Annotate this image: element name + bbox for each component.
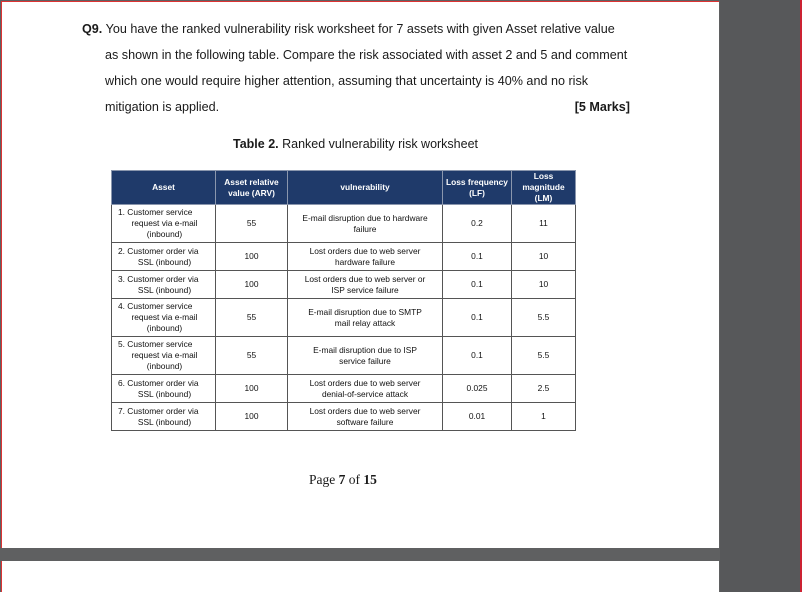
arv-cell: 100: [216, 403, 288, 431]
asset-cell-line: (inbound): [146, 229, 183, 239]
vulnerability-cell: [288, 299, 443, 337]
table-row: [112, 337, 576, 375]
page-number: [309, 472, 377, 488]
loss-magnitude-cell: 11: [512, 205, 576, 243]
page-label: Page: [309, 472, 339, 487]
question-line-3: which one would require higher attention, assuming that uncertainty is 40% and no risk: [105, 74, 589, 88]
vulnerability-cell: [288, 243, 443, 271]
arv-cell: 55: [216, 299, 288, 337]
table-header-row: [112, 171, 576, 205]
question-text-1: You have the ranked vulnerability risk worksheet for 7 assets with given Asset relative value: [105, 22, 615, 36]
asset-cell: [112, 375, 216, 403]
asset-cell-line: SSL (inbound): [137, 416, 192, 427]
asset-cell: [112, 337, 216, 375]
arv-cell: 55: [216, 205, 288, 243]
page-gap: [0, 548, 720, 561]
question-line-2: as shown in the following table. Compare the risk associated with asset 2 and 5 and comment: [105, 48, 628, 62]
header-arv: Asset relative value (ARV): [216, 171, 288, 205]
asset-cell: [112, 299, 216, 337]
asset-cell-line: request via e-mail: [131, 312, 198, 322]
vulnerability-cell-line: Lost orders due to web server or: [304, 273, 426, 284]
table-body: [112, 205, 576, 431]
page-total: 15: [363, 472, 377, 487]
asset-cell-line: 1. Customer service: [118, 207, 193, 217]
table-caption: [233, 137, 478, 151]
vulnerability-cell-line: Lost orders due to web server: [309, 405, 421, 416]
question-text-4: mitigation is applied.: [105, 100, 220, 114]
loss-magnitude-cell: 5.5: [512, 337, 576, 375]
next-page: [1, 561, 719, 592]
asset-cell-line: 6. Customer order via: [118, 377, 199, 388]
table-row: [112, 271, 576, 299]
asset-cell: [112, 403, 216, 431]
loss-frequency-cell: 0.1: [443, 299, 512, 337]
header-asset: Asset: [112, 171, 216, 205]
asset-cell: [112, 271, 216, 299]
question-number: Q9.: [82, 22, 103, 36]
asset-cell-line: (inbound): [146, 361, 183, 371]
loss-frequency-cell: 0.1: [443, 337, 512, 375]
vulnerability-cell-line: denial-of-service attack: [321, 388, 409, 399]
asset-cell-line: 7. Customer order via: [118, 405, 199, 416]
question-block: [82, 16, 630, 120]
header-vulnerability: vulnerability: [288, 171, 443, 205]
table-row: [112, 243, 576, 271]
loss-frequency-cell: 0.1: [443, 243, 512, 271]
loss-frequency-cell: 0.01: [443, 403, 512, 431]
asset-cell-line: (inbound): [146, 323, 183, 333]
loss-magnitude-cell: 2.5: [512, 375, 576, 403]
vulnerability-cell: [288, 271, 443, 299]
asset-cell: [112, 243, 216, 271]
vulnerability-cell-line: software failure: [336, 416, 394, 427]
loss-frequency-cell: 0.1: [443, 271, 512, 299]
asset-cell-line: SSL (inbound): [137, 388, 192, 399]
loss-magnitude-cell: 5.5: [512, 299, 576, 337]
table-row: [112, 299, 576, 337]
asset-cell: [112, 205, 216, 243]
vulnerability-cell: [288, 375, 443, 403]
asset-cell-line: SSL (inbound): [137, 284, 192, 295]
table-row: [112, 205, 576, 243]
vulnerability-cell-line: Lost orders due to web server: [309, 245, 421, 256]
asset-cell-line: SSL (inbound): [137, 256, 192, 267]
arv-cell: 100: [216, 271, 288, 299]
arv-cell: 55: [216, 337, 288, 375]
asset-cell-line: 4. Customer service: [118, 301, 193, 311]
vulnerability-cell-line: ISP service failure: [331, 284, 399, 295]
loss-frequency-cell: 0.2: [443, 205, 512, 243]
header-loss-magnitude: Loss magnitude (LM): [512, 171, 576, 205]
vulnerability-cell: [288, 403, 443, 431]
asset-cell-line: 2. Customer order via: [118, 245, 199, 256]
vulnerability-cell-line: Lost orders due to web server: [309, 377, 421, 388]
vulnerability-cell-line: E-mail disruption due to hardware: [302, 212, 428, 223]
table-row: [112, 403, 576, 431]
page-current: 7: [338, 472, 346, 487]
risk-worksheet-table: [111, 170, 576, 431]
loss-magnitude-cell: 10: [512, 271, 576, 299]
vulnerability-cell-line: service failure: [339, 355, 391, 366]
loss-magnitude-cell: 10: [512, 243, 576, 271]
asset-cell-line: request via e-mail: [131, 218, 198, 228]
document-page: [1, 1, 719, 548]
asset-cell-line: 5. Customer service: [118, 339, 193, 349]
table-row: [112, 375, 576, 403]
question-line-1: [82, 16, 630, 42]
caption-label: Table 2.: [233, 137, 279, 151]
vulnerability-cell-line: failure: [353, 223, 377, 234]
viewer-background: [720, 0, 802, 592]
loss-magnitude-cell: 1: [512, 403, 576, 431]
vulnerability-cell-line: hardware failure: [334, 256, 396, 267]
arv-cell: 100: [216, 375, 288, 403]
arv-cell: 100: [216, 243, 288, 271]
asset-cell-line: request via e-mail: [131, 350, 198, 360]
header-loss-frequency: Loss frequency (LF): [443, 171, 512, 205]
loss-frequency-cell: 0.025: [443, 375, 512, 403]
marks-label: [5 Marks]: [574, 100, 630, 114]
asset-cell-line: 3. Customer order via: [118, 273, 199, 284]
vulnerability-cell-line: E-mail disruption due to ISP: [313, 344, 417, 355]
vulnerability-cell-line: mail relay attack: [334, 317, 396, 328]
question-line-4: [82, 94, 630, 120]
page-of: of: [345, 472, 364, 487]
vulnerability-cell: [288, 205, 443, 243]
vulnerability-cell-line: E-mail disruption due to SMTP: [308, 306, 422, 317]
vulnerability-cell: [288, 337, 443, 375]
caption-text: Ranked vulnerability risk worksheet: [278, 137, 479, 151]
